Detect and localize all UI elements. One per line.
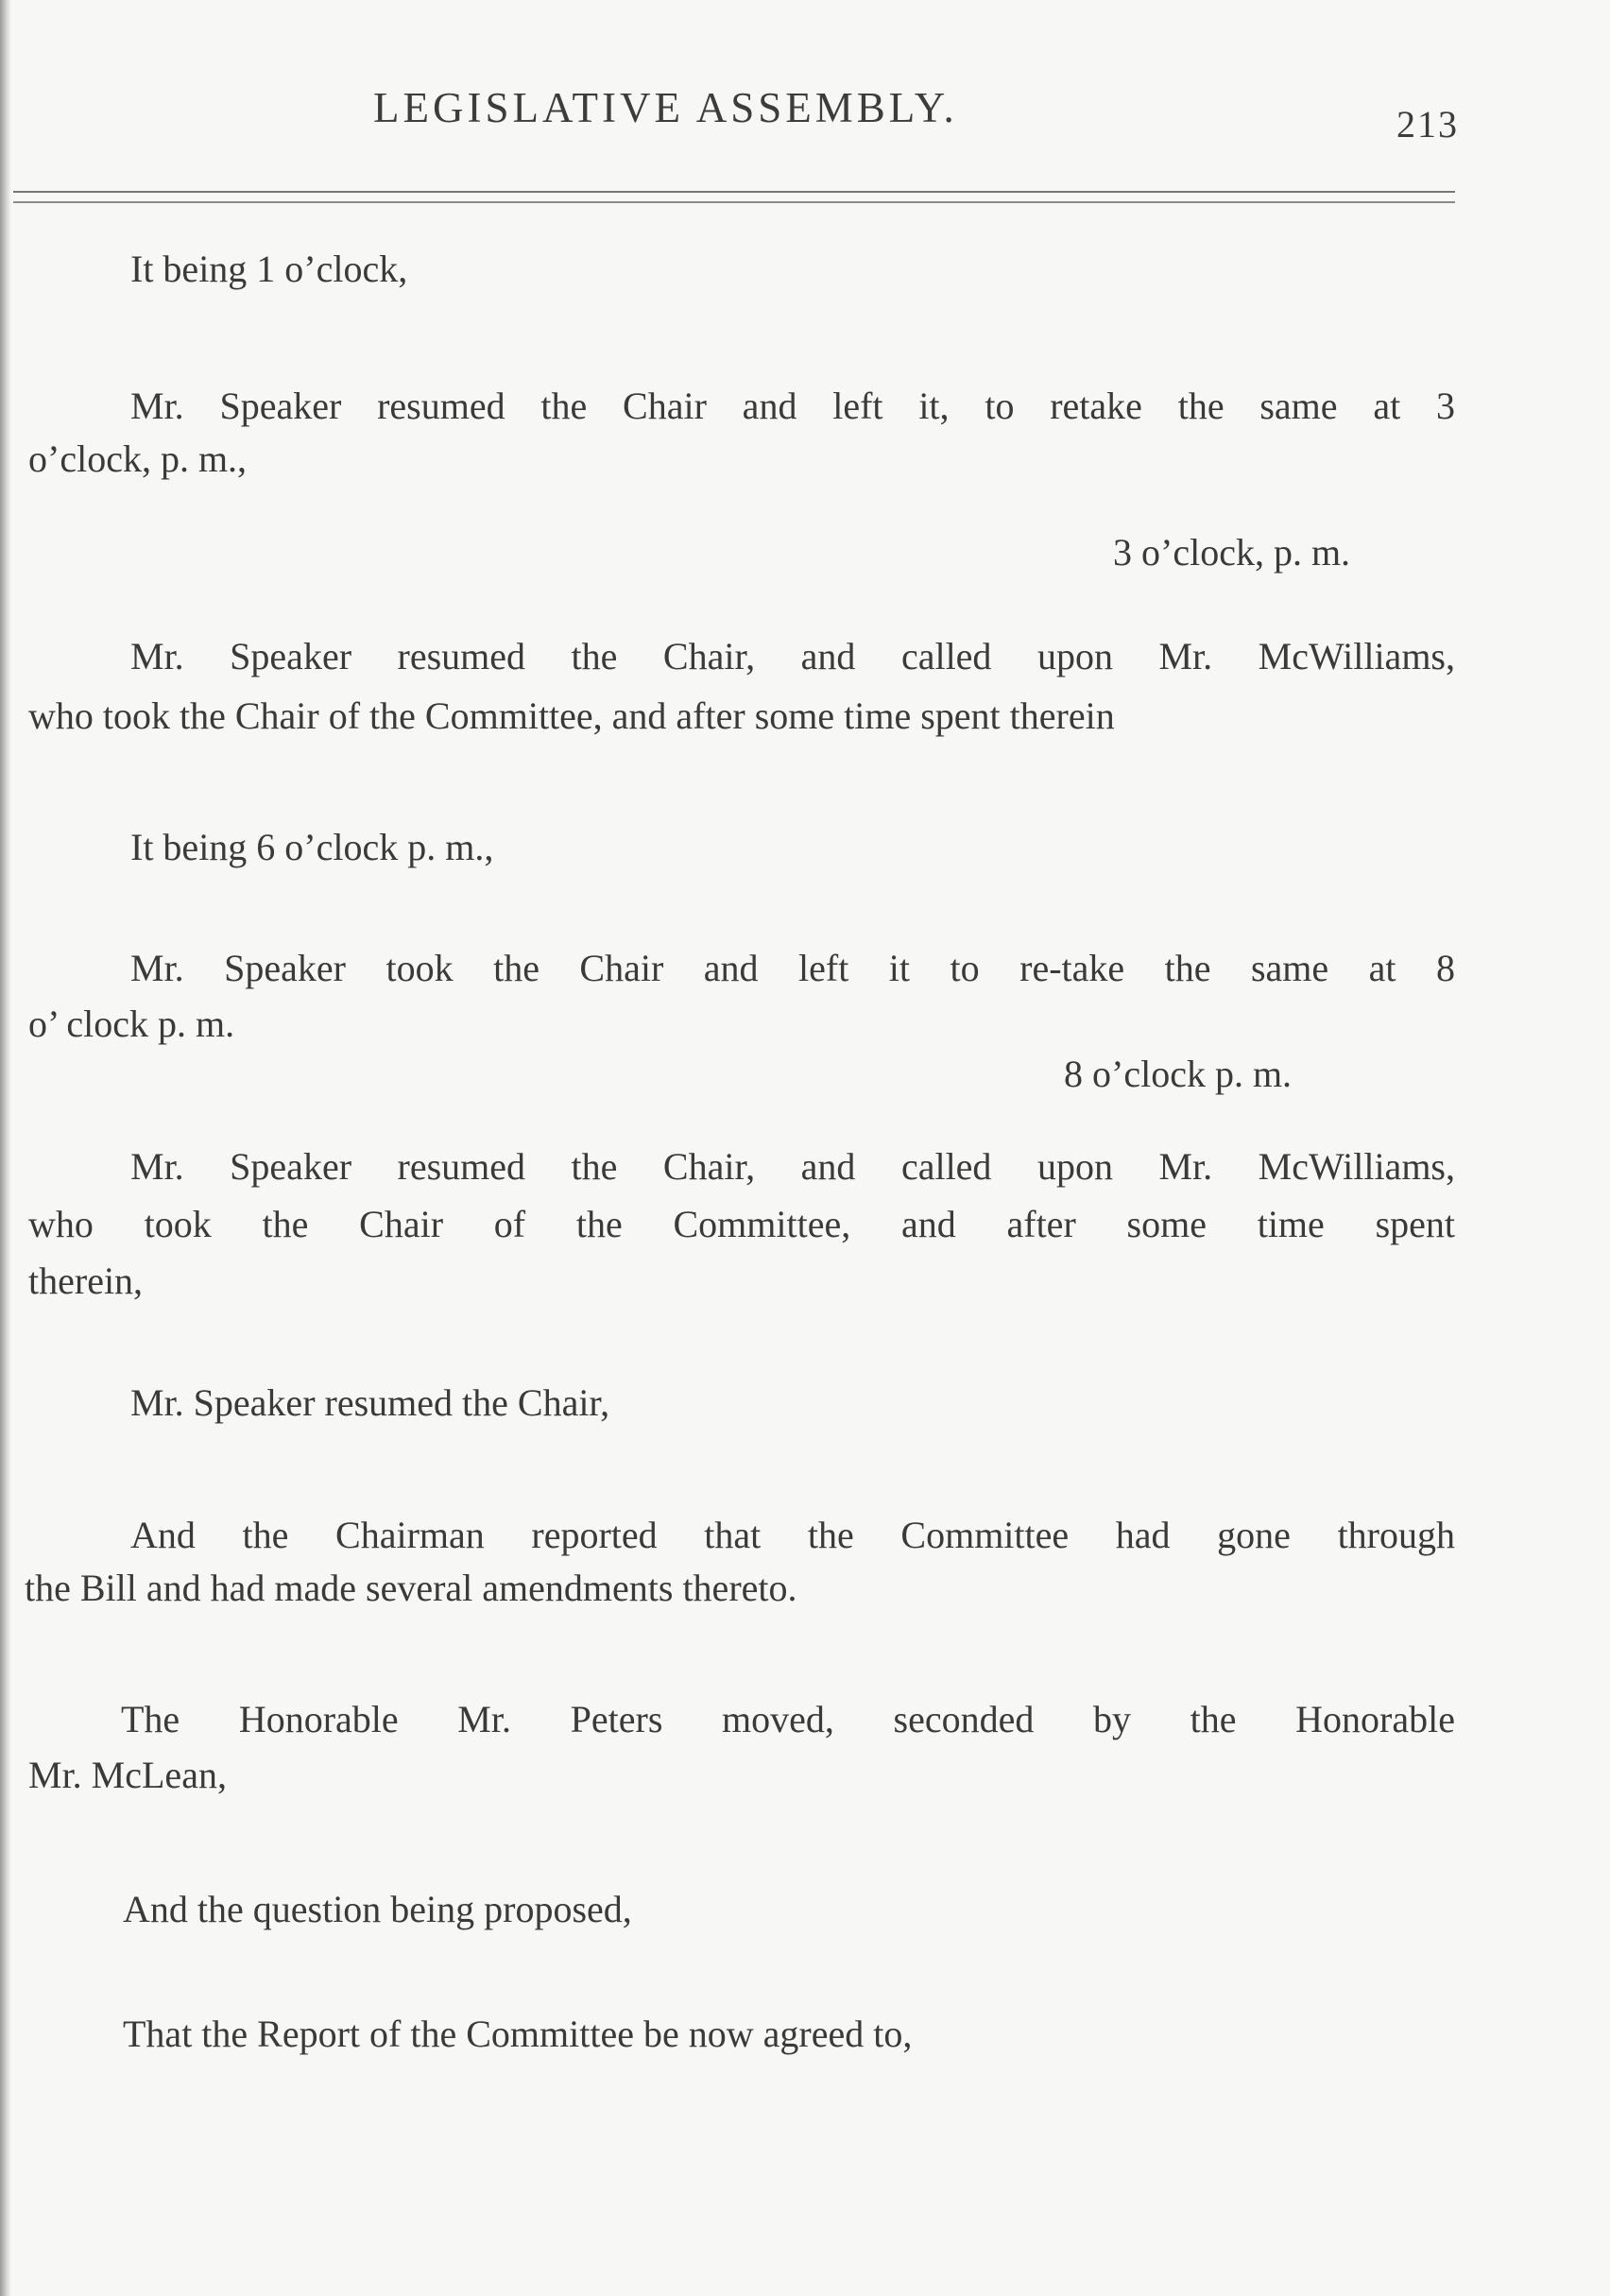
text-line: Mr. Speaker resumed the Chair, xyxy=(130,1381,610,1424)
text-line: That the Report of the Committee be now agreed to, xyxy=(123,2013,913,2055)
running-head-title: LEGISLATIVE ASSEMBLY. xyxy=(373,84,958,131)
time-marker: 3 o’clock, p. m. xyxy=(1113,531,1351,574)
header-rule-bottom xyxy=(13,201,1455,203)
text-line: And the question being proposed, xyxy=(123,1888,632,1930)
text-line: Mr. McLean, xyxy=(28,1754,227,1796)
text-line: Mr. Speaker resumed the Chair, and called upon Mr. McWilliams, xyxy=(130,635,1455,677)
text-line: who took the Chair of the Committee, and after some time spent xyxy=(28,1203,1455,1245)
text-line: o’ clock p. m. xyxy=(28,1002,235,1045)
header-rule-top xyxy=(13,191,1455,193)
text-line: The Honorable Mr. Peters moved, seconded by the Honorable xyxy=(121,1698,1455,1740)
page-binding-edge xyxy=(0,0,11,2296)
text-line: o’clock, p. m., xyxy=(28,437,248,480)
text-line: It being 1 o’clock, xyxy=(130,248,408,290)
page-number: 213 xyxy=(1396,103,1459,146)
text-line: And the Chairman reported that the Committee had gone through xyxy=(130,1514,1455,1556)
time-marker: 8 o’clock p. m. xyxy=(1064,1053,1293,1095)
text-line: therein, xyxy=(28,1259,144,1302)
text-line: who took the Chair of the Committee, and after some time spent therein xyxy=(28,694,1115,737)
text-line: Mr. Speaker took the Chair and left it to re-take the same at 8 xyxy=(130,947,1455,989)
text-line: It being 6 o’clock p. m., xyxy=(130,826,494,868)
text-line: Mr. Speaker resumed the Chair, and called upon Mr. McWilliams, xyxy=(130,1145,1455,1188)
text-line: Mr. Speaker resumed the Chair and left it, to retake the same at 3 xyxy=(130,385,1455,427)
text-line: the Bill and had made several amendments thereto. xyxy=(25,1567,797,1609)
